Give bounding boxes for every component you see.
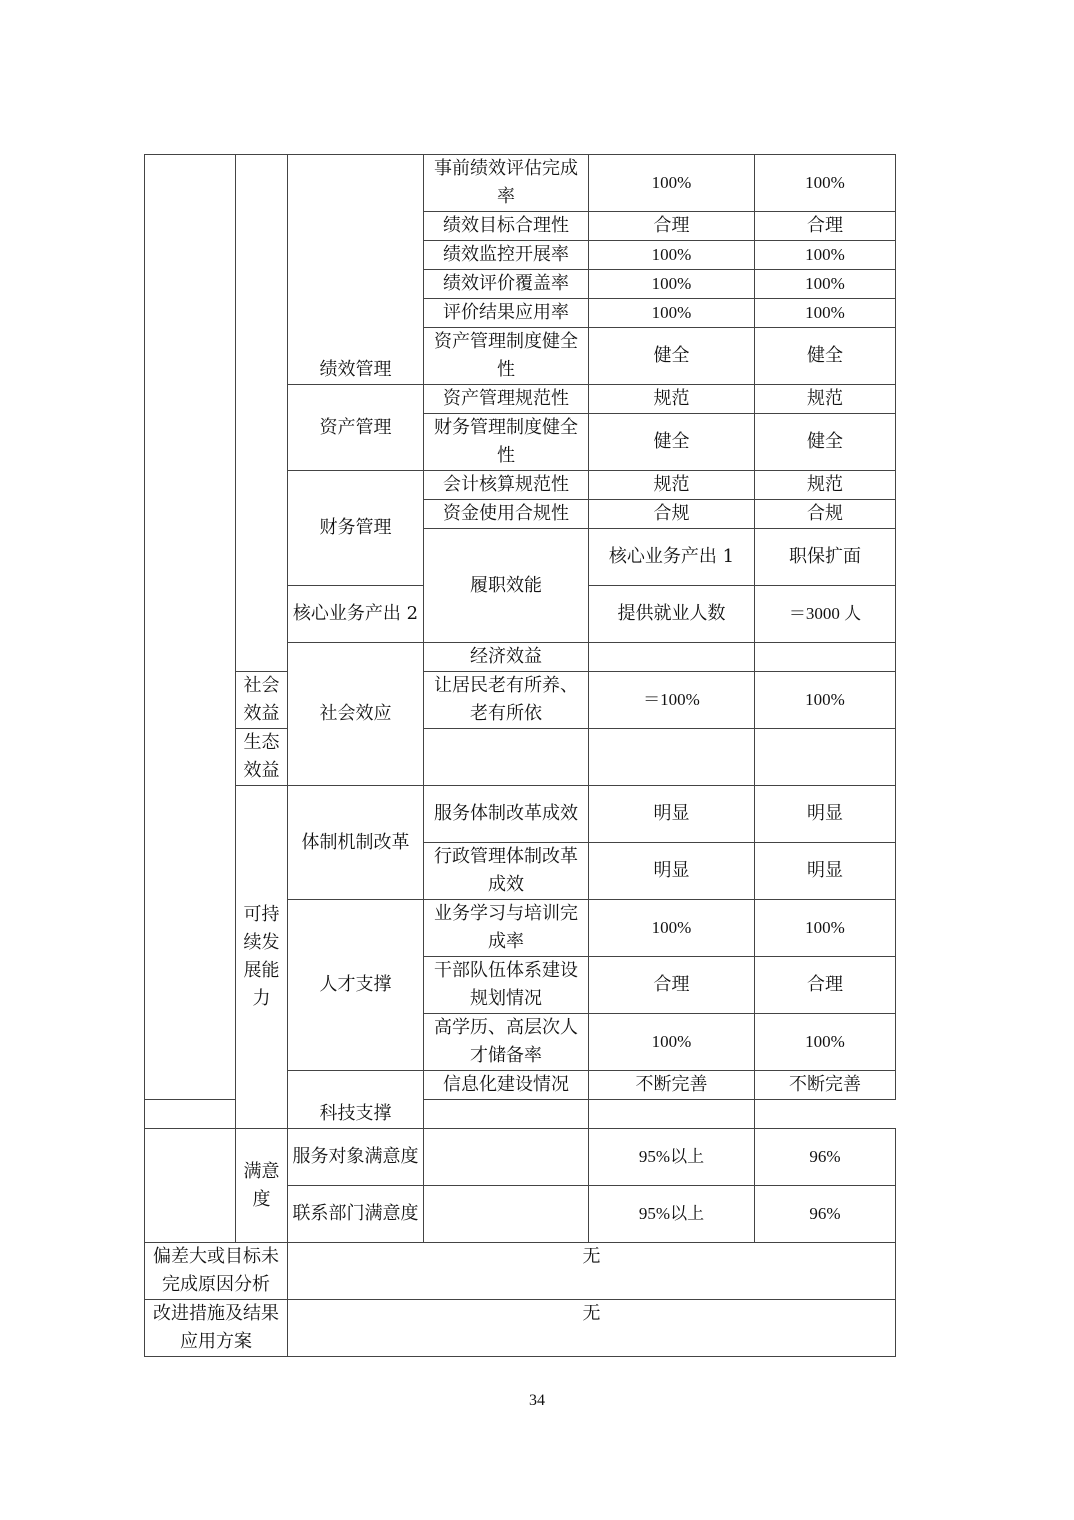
group-core-output-1: 核心业务产出 1 [589,529,755,586]
category-satisfaction: 满意度 [236,1129,288,1243]
group-social-benefit: 社会效益 [236,672,288,729]
actual-cell: 96% [755,1186,896,1243]
target-cell: 健全 [589,328,755,385]
target-cell [424,1100,589,1129]
group-system-reform: 体制机制改革 [288,786,424,900]
actual-cell: 100% [755,672,896,729]
target-cell: 100% [589,1014,755,1071]
target-cell: 95%以上 [589,1186,755,1243]
target-cell: 95%以上 [589,1129,755,1186]
actual-cell: 100% [755,1014,896,1071]
indicator-cell: 会计核算规范性 [424,471,589,500]
target-cell: 规范 [589,385,755,414]
indicator-cell: 职保扩面 [755,529,896,586]
target-cell: 合理 [589,957,755,1014]
indicator-cell: 高学历、高层次人才储备率 [424,1014,589,1071]
table-row [145,672,896,729]
indicator-cell: 绩效目标合理性 [424,212,589,241]
group-performance-management: 绩效管理 [288,155,424,385]
target-cell: 明显 [589,843,755,900]
table-row [145,729,896,786]
actual-cell: 不断完善 [755,1071,896,1100]
target-cell: 100% [589,241,755,270]
group-tech-support: 科技支撑 [288,1071,424,1129]
indicator-cell: 绩效评价覆盖率 [424,270,589,299]
category-sustainability: 可持续发展能力 [236,786,288,1129]
target-cell: 合规 [589,500,755,529]
table-row [145,155,896,212]
target-cell: ＝100% [589,672,755,729]
deviation-analysis-label: 偏差大或目标未完成原因分析 [145,1243,288,1300]
indicator-cell [145,1100,236,1129]
indicator-cell: 信息化建设情况 [424,1071,589,1100]
target-cell: 健全 [589,414,755,471]
actual-cell: 规范 [755,385,896,414]
actual-cell: 100% [755,270,896,299]
target-cell: 不断完善 [589,1071,755,1100]
blank-level2-cell [236,155,288,672]
page-number: 34 [529,1392,545,1409]
actual-cell: 100% [755,299,896,328]
actual-cell: 100% [755,241,896,270]
actual-cell: 规范 [755,471,896,500]
indicator-cell: 提供就业人数 [589,586,755,643]
group-asset-management: 资产管理 [288,385,424,471]
target-cell: 100% [589,155,755,212]
actual-cell: 合理 [755,957,896,1014]
actual-cell: 100% [755,155,896,212]
improvement-plan-label: 改进措施及结果应用方案 [145,1300,288,1357]
actual-cell: 合理 [755,212,896,241]
table-row [145,1243,896,1300]
target-cell: 合理 [589,212,755,241]
indicator-cell: 资产管理制度健全性 [424,328,589,385]
table-row [145,1300,896,1357]
deviation-analysis-value: 无 [288,1243,896,1300]
group-core-output-2: 核心业务产出 2 [288,586,424,643]
indicator-cell: 业务学习与培训完成率 [424,900,589,957]
indicator-cell [424,1186,589,1243]
indicator-cell: 评价结果应用率 [424,299,589,328]
actual-cell: 96% [755,1129,896,1186]
indicator-cell: 绩效监控开展率 [424,241,589,270]
actual-cell: 明显 [755,843,896,900]
indicator-cell [424,729,589,786]
indicator-cell: 事前绩效评估完成率 [424,155,589,212]
group-talent-support: 人才支撑 [288,900,424,1071]
indicator-cell: 财务管理制度健全性 [424,414,589,471]
blank-level1-cell [145,155,236,1100]
target-cell: ＝3000 人 [755,586,896,643]
indicator-cell [589,643,755,672]
actual-cell: 明显 [755,786,896,843]
indicator-cell: 行政管理体制改革成效 [424,843,589,900]
actual-cell: 健全 [755,328,896,385]
group-finance-management: 财务管理 [288,471,424,586]
target-cell: 100% [589,270,755,299]
target-cell [755,643,896,672]
target-cell: 100% [589,900,755,957]
improvement-plan-value: 无 [288,1300,896,1357]
group-ecological-benefit: 生态效益 [236,729,288,786]
target-cell: 明显 [589,786,755,843]
actual-cell: 合规 [755,500,896,529]
indicator-cell [424,1129,589,1186]
indicator-cell: 服务体制改革成效 [424,786,589,843]
group-economic-benefit: 经济效益 [424,643,589,672]
table-row [145,1129,896,1186]
table-row [145,786,896,843]
indicator-cell: 让居民老有所养、老有所依 [424,672,589,729]
indicator-cell: 资金使用合规性 [424,500,589,529]
target-cell: 规范 [589,471,755,500]
target-cell [589,729,755,786]
indicator-cell: 干部队伍体系建设规划情况 [424,957,589,1014]
actual-cell [755,729,896,786]
actual-cell: 100% [755,900,896,957]
category-social-effect: 社会效应 [288,643,424,786]
performance-table [144,154,896,1357]
indicator-cell: 资产管理规范性 [424,385,589,414]
group-liaison-dept-satisfaction: 联系部门满意度 [288,1186,424,1243]
group-service-target-satisfaction: 服务对象满意度 [288,1129,424,1186]
actual-cell [589,1100,755,1129]
target-cell: 100% [589,299,755,328]
blank-level1-cell [145,1129,236,1243]
category-duty-effectiveness: 履职效能 [424,529,589,643]
actual-cell: 健全 [755,414,896,471]
